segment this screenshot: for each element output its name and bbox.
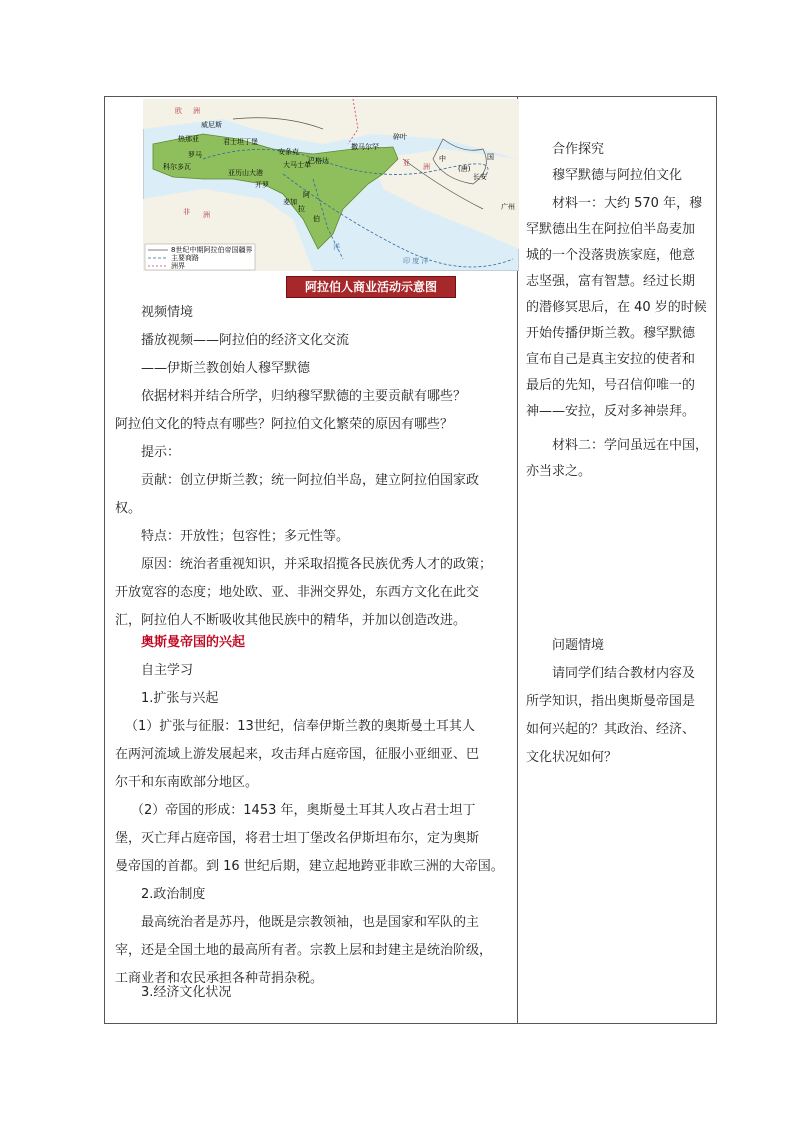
map-label-venice: 威尼斯 [201,121,222,129]
features-text: 特点：开放性；包容性；多元性等。 [141,529,350,544]
question-line1: 依据材料并结合所学，归纳穆罕默德的主要贡献有哪些？ [141,389,467,404]
map-label-mecca: 麦加 [283,198,297,206]
video-line2: ——伊斯兰教创始人穆罕默德 [141,361,311,376]
map-label-baghdad: 巴格达 [308,157,329,165]
problem-line2: 所学知识，指出奥斯曼帝国是 [526,694,696,709]
coop-title: 穆罕默德与阿拉伯文化 [552,168,683,183]
video-heading: 视频情境 [141,305,194,320]
coop-heading: 合作探究 [552,142,605,157]
material1-line2: 罕默德出生在阿拉伯半岛麦加 [526,222,696,237]
map-label-rome: 罗马 [188,151,202,159]
expansion-line3: 尔干和东南欧部分地区。 [115,775,259,790]
map-label-europe2: 洲 [193,107,200,115]
politics-line2: 宰，还是全国土地的最高所有者。宗教上层和封建主是统治阶级， [115,943,493,958]
left-column [105,97,517,1023]
video-line1: 播放视频——阿拉伯的经济文化交流 [141,333,350,348]
material1-line6: 开始传播伊斯兰教。穆罕默德 [526,326,696,341]
expansion-line2: 在两河流域上游发展起来，攻击拜占庭帝国，征服小亚细亚、巴 [115,747,480,762]
map-label-indianocean: 印 度 洋 [403,257,429,265]
map-label-africa2: 洲 [203,211,210,219]
material1-line8: 最后的先知，号召信仰唯一的 [526,378,696,393]
section2-heading: 2.政治制度 [141,887,206,902]
map-legend-continent: 洲界 [171,262,185,270]
material1-line9: 神——安拉，反对多神崇拜。 [526,404,696,419]
map-label-suiye: 碎叶 [393,133,407,141]
empire-line2: 堡，灭亡拜占庭帝国，将君士坦丁堡改名伊斯坦布尔，定为奥斯 [115,831,480,846]
map-label-constantinople: 君士坦丁堡 [223,138,258,146]
material1-line4: 志坚强，富有智慧。经过长期 [526,274,696,289]
right-column [518,97,716,1023]
contribution-line2: 权。 [115,501,142,516]
self-study-heading: 自主学习 [141,663,194,678]
section1-heading: 1.扩张与兴起 [141,691,219,706]
map-label-changan: 长安 [473,173,487,181]
problem-line1: 请同学们结合教材内容及 [552,666,696,681]
map-label-arab3: 伯 [313,215,320,223]
map-label-sea: 洋 [333,243,340,251]
map-label-palermo: 热那亚 [178,135,199,143]
map-label-china2: 国 [487,153,494,161]
contribution-line1: 贡献：创立伊斯兰教；统一阿拉伯半岛，建立阿拉伯国家政 [141,473,480,488]
problem-line4: 文化状况如何？ [526,750,618,765]
problem-heading: 问题情境 [552,638,605,653]
map-label-alexandria: 亚历山大港 [228,169,263,177]
ottoman-heading: 奥斯曼帝国的兴起 [141,635,246,650]
map-label-arab2: 拉 [298,205,305,213]
reason-line3: 汇，阿拉伯人不断吸收其他民族中的精华，并加以创造改进。 [115,613,467,628]
material1-line7: 宣布自己是真主安拉的使者和 [526,352,696,367]
map-label-asia2: 洲 [423,163,430,171]
material2-line1: 材料二：学问虽远在中国， [552,438,709,453]
problem-line3: 如何兴起的？其政治、经济、 [526,722,696,737]
map-label-arab1: 阿 [303,191,310,199]
politics-line3: 工商业者和农民承担各种苛捐杂税。 [115,971,324,986]
empire-line3: 曼帝国的首都。到 16 世纪后期，建立起地跨亚非欧三洲的大帝国。 [115,859,504,874]
expansion-line1: （1）扩张与征服：13世纪，信奉伊斯兰教的奥斯曼土耳其人 [125,719,475,734]
map-label-asia1: 亚 [403,159,410,167]
map-label-cairo: 开罗 [255,181,269,189]
map-label-samarkand: 撒马尔罕 [351,143,379,151]
material1-line3: 城的一个没落贵族家庭，他意 [526,248,696,263]
material2-line2: 亦当求之。 [526,464,592,479]
map-label-guangzhou: 广州 [501,203,515,211]
question-line2: 阿拉伯文化的特点有哪些？阿拉伯文化繁荣的原因有哪些？ [115,417,454,432]
reason-line1: 原因：统治者重视知识，并采取招揽各民族优秀人才的政策； [141,557,493,572]
hint-label: 提示： [141,445,181,460]
map-label-tang: (唐) [458,165,471,173]
map-label-africa1: 非 [183,208,190,216]
map-label-europe1: 欧 [175,107,182,115]
politics-line1: 最高统治者是苏丹，他既是宗教领袖，也是国家和军队的主 [141,915,480,930]
reason-line2: 开放宽容的态度；地处欧、亚、非洲交界处，东西方文化在此交 [115,585,480,600]
map-label-cordoba: 科尔多瓦 [163,163,191,171]
map-legend-route: 主要商路 [171,254,199,262]
trade-map [143,99,519,271]
map-caption: 阿拉伯人商业活动示意图 [286,276,456,298]
empire-line1: （2）帝国的形成：1453 年，奥斯曼土耳其人攻占君士坦丁 [131,803,476,818]
map-label-damascus: 大马士革 [283,161,311,169]
material1-line5: 的潜修冥思后，在 40 岁的时候 [526,300,707,315]
map-label-china: 中 [439,155,446,163]
map-legend-border: 8世纪中期阿拉伯帝国疆界 [171,246,253,254]
section3-heading: 3.经济文化状况 [141,985,232,1000]
lesson-table [104,96,717,1024]
material1-line1: 材料一：大约 570 年，穆 [552,196,703,211]
map-label-antioch: 安条克 [278,148,299,156]
